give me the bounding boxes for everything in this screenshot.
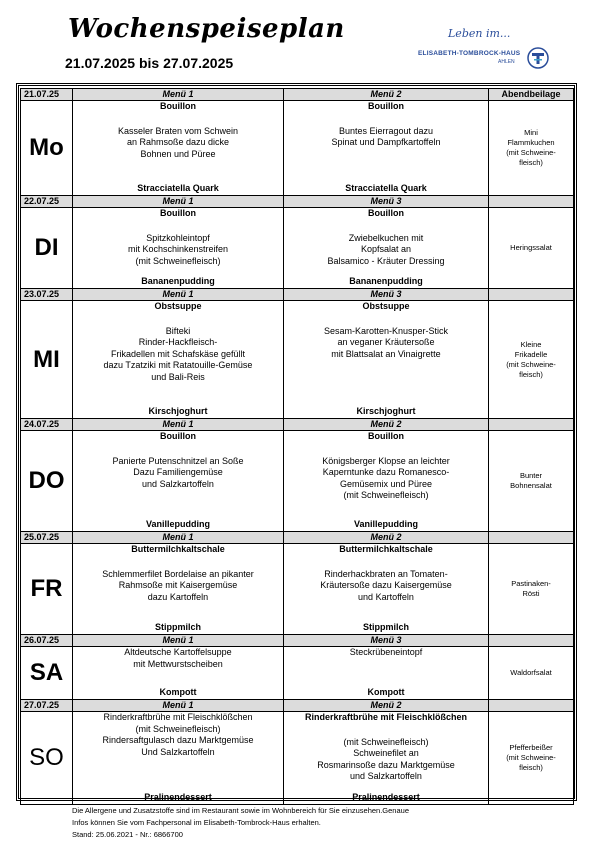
main-dish-text: Schlemmerfilet Bordelaise an pikanter Rahmsoße mit Kaisergemüse dazu Kartoffeln (102, 568, 254, 602)
day-row (21, 712, 574, 805)
menu-a-cell (73, 544, 284, 635)
soup-text: Bouillon (368, 431, 404, 441)
menu-a-label: Menü 1 (73, 700, 284, 712)
day-row (21, 101, 574, 196)
main-dish-text: Königsberger Klopse an leichter Kaperntunke dazu Romanesco- Gemüsemix und Püree (mit Schweinefleisch) (322, 455, 450, 500)
menu-b-label: Menü 3 (284, 635, 489, 647)
dessert-text: Pralinendessert (352, 791, 420, 802)
soup-text: Bouillon (368, 208, 404, 218)
menu-b-cell (284, 101, 489, 196)
dessert-text: Kompott (367, 686, 405, 697)
day-header-row (21, 89, 574, 101)
dessert-text: Vanillepudding (145, 518, 210, 529)
evening-side-dish: Kleine Frikadelle (mit Schweine- fleisch) (489, 301, 574, 419)
day-label: DI (21, 208, 73, 289)
menu-a-cell (73, 208, 284, 289)
day-row (21, 208, 574, 289)
soup-text: Buttermilchkaltschale (339, 544, 433, 554)
date-cell: 22.07.25 (21, 196, 73, 208)
main-dish-text: Spitzkohleintopf mit Kochschinkenstreifen (mit Schweinefleisch) (127, 232, 229, 266)
dessert-text: Stracciatella Quark (137, 182, 219, 193)
menu-a-cell (73, 647, 284, 700)
date-range: 21.07.2025 bis 27.07.2025 (65, 55, 234, 71)
dessert-text: Kirschjoghurt (148, 405, 208, 416)
menu-b-cell (284, 431, 489, 532)
date-cell: 25.07.25 (21, 532, 73, 544)
day-label: SA (21, 647, 73, 700)
day-label: DO (21, 431, 73, 532)
date-cell: 21.07.25 (21, 89, 73, 101)
main-dish-text: Kasseler Braten vom Schwein an Rahmsoße dazu dicke Bohnen und Püree (117, 125, 239, 159)
date-cell: 27.07.25 (21, 700, 73, 712)
evening-header (489, 532, 574, 544)
footer-line: Stand: 25.06.2021 - Nr.: 6866700 (72, 830, 183, 839)
menu-b-label: Menü 2 (284, 700, 489, 712)
evening-side-dish: Bunter Bohnensalat (489, 431, 574, 532)
main-dish-text: (mit Schweinefleisch) Schweinefilet an Rosmarinsoße dazu Marktgemüse und Salzkartoffeln (317, 736, 455, 781)
soup-text: Rinderkraftbrühe mit Fleischklößchen (304, 712, 468, 722)
dessert-text: Bananenpudding (349, 275, 423, 286)
evening-header (489, 289, 574, 301)
day-header-row (21, 196, 574, 208)
day-row (21, 647, 574, 700)
day-row (21, 301, 574, 419)
day-label: Mo (21, 101, 73, 196)
day-header-row (21, 700, 574, 712)
soup-text: Bouillon (160, 101, 196, 111)
main-dish-text: Rinderkraftbrühe mit Fleischklößchen (mit Schweinefleisch) Rindersaftgulasch dazu Marktgemüse Und Salzkartoffeln (102, 712, 254, 757)
menu-a-cell (73, 101, 284, 196)
main-dish-text: Sesam-Karotten-Knusper-Stick an veganer Kräutersoße mit Blattsalat an Vinaigrette (323, 325, 449, 359)
soup-text: Bouillon (160, 208, 196, 218)
menu-b-cell (284, 712, 489, 805)
day-row (21, 431, 574, 532)
menu-b-label: Menü 2 (284, 532, 489, 544)
date-cell: 23.07.25 (21, 289, 73, 301)
main-dish-text: Rinderhackbraten an Tomaten- Kräutersoße dazu Kaisergemüse und Kartoffeln (320, 568, 452, 602)
dessert-text: Stippmilch (362, 621, 409, 632)
page-title: Wochenspeiseplan (68, 14, 345, 44)
dessert-text: Kompott (159, 686, 197, 697)
menu-a-label: Menü 1 (73, 89, 284, 101)
menu-a-cell (73, 301, 284, 419)
org-sub: AHLEN (498, 59, 515, 65)
evening-side-dish: Mini Flammkuchen (mit Schweine- fleisch) (489, 101, 574, 196)
menu-b-cell (284, 544, 489, 635)
footer-note (72, 805, 409, 841)
dessert-text: Stracciatella Quark (345, 182, 427, 193)
menu-b-cell (284, 208, 489, 289)
dessert-text: Pralinendessert (144, 791, 212, 802)
menu-a-label: Menü 1 (73, 289, 284, 301)
date-cell: 26.07.25 (21, 635, 73, 647)
menu-table (20, 88, 574, 805)
footer-line: Infos können Sie vom Fachpersonal im Elisabeth-Tombrock-Haus erhalten. (72, 818, 321, 827)
evening-side-dish: Pastinaken- Rösti (489, 544, 574, 635)
menu-b-cell (284, 647, 489, 700)
menu-a-cell (73, 431, 284, 532)
evening-header (489, 700, 574, 712)
evening-header (489, 635, 574, 647)
day-label: SO (21, 712, 73, 805)
menu-b-label: Menü 2 (284, 419, 489, 431)
date-cell: 24.07.25 (21, 419, 73, 431)
dessert-text: Bananenpudding (141, 275, 215, 286)
menu-a-label: Menü 1 (73, 419, 284, 431)
menu-a-label: Menü 1 (73, 532, 284, 544)
day-row (21, 544, 574, 635)
soup-text: Obstsuppe (362, 301, 410, 311)
soup-text: Buttermilchkaltschale (131, 544, 225, 554)
main-dish-text: Bifteki Rinder-Hackfleisch- Frikadellen mit Schafskäse gefüllt dazu Tzatziki mit Ratatouille-Gemüse und Bali-Reis (103, 325, 253, 382)
soup-text: Bouillon (160, 431, 196, 441)
main-dish-text: Altdeutsche Kartoffelsuppe mit Mettwurstscheiben (124, 647, 232, 669)
main-dish-text: Panierte Putenschnitzel an Soße Dazu Familiengemüse und Salzkartoffeln (112, 455, 244, 489)
day-header-row (21, 532, 574, 544)
soup-text: Bouillon (368, 101, 404, 111)
day-label: MI (21, 301, 73, 419)
org-name: ELISABETH-TOMBROCK-HAUS (418, 50, 521, 57)
day-label: FR (21, 544, 73, 635)
dessert-text: Stippmilch (154, 621, 201, 632)
day-header-row (21, 419, 574, 431)
dessert-text: Kirschjoghurt (356, 405, 416, 416)
evening-header (489, 196, 574, 208)
soup-text: Obstsuppe (154, 301, 202, 311)
slogan: Leben im... (448, 27, 511, 40)
evening-side-dish: Waldorfsalat (489, 647, 574, 700)
menu-b-cell (284, 301, 489, 419)
house-logo-icon (527, 47, 549, 69)
menu-b-label: Menü 3 (284, 289, 489, 301)
evening-header (489, 419, 574, 431)
menu-a-cell (73, 712, 284, 805)
evening-side-dish: Heringssalat (489, 208, 574, 289)
day-header-row (21, 289, 574, 301)
menu-a-label: Menü 1 (73, 196, 284, 208)
menu-a-label: Menü 1 (73, 635, 284, 647)
main-dish-text: Buntes Eierragout dazu Spinat und Dampfkartoffeln (331, 125, 441, 147)
menu-b-label: Menü 3 (284, 196, 489, 208)
evening-side-dish: Pfefferbeißer (mit Schweine- fleisch) (489, 712, 574, 805)
menu-b-label: Menü 2 (284, 89, 489, 101)
main-dish-text: Zwiebelkuchen mit Kopfsalat an Balsamico - Kräuter Dressing (327, 232, 445, 266)
footer-line: Die Allergene und Zusatzstoffe sind im Restaurant sowie im Wohnbereich für Sie einzusehen.Genaue (72, 806, 409, 815)
dessert-text: Vanillepudding (353, 518, 418, 529)
day-header-row (21, 635, 574, 647)
evening-header: Abendbeilage (489, 89, 574, 101)
main-dish-text: Steckrübeneintopf (349, 647, 423, 657)
